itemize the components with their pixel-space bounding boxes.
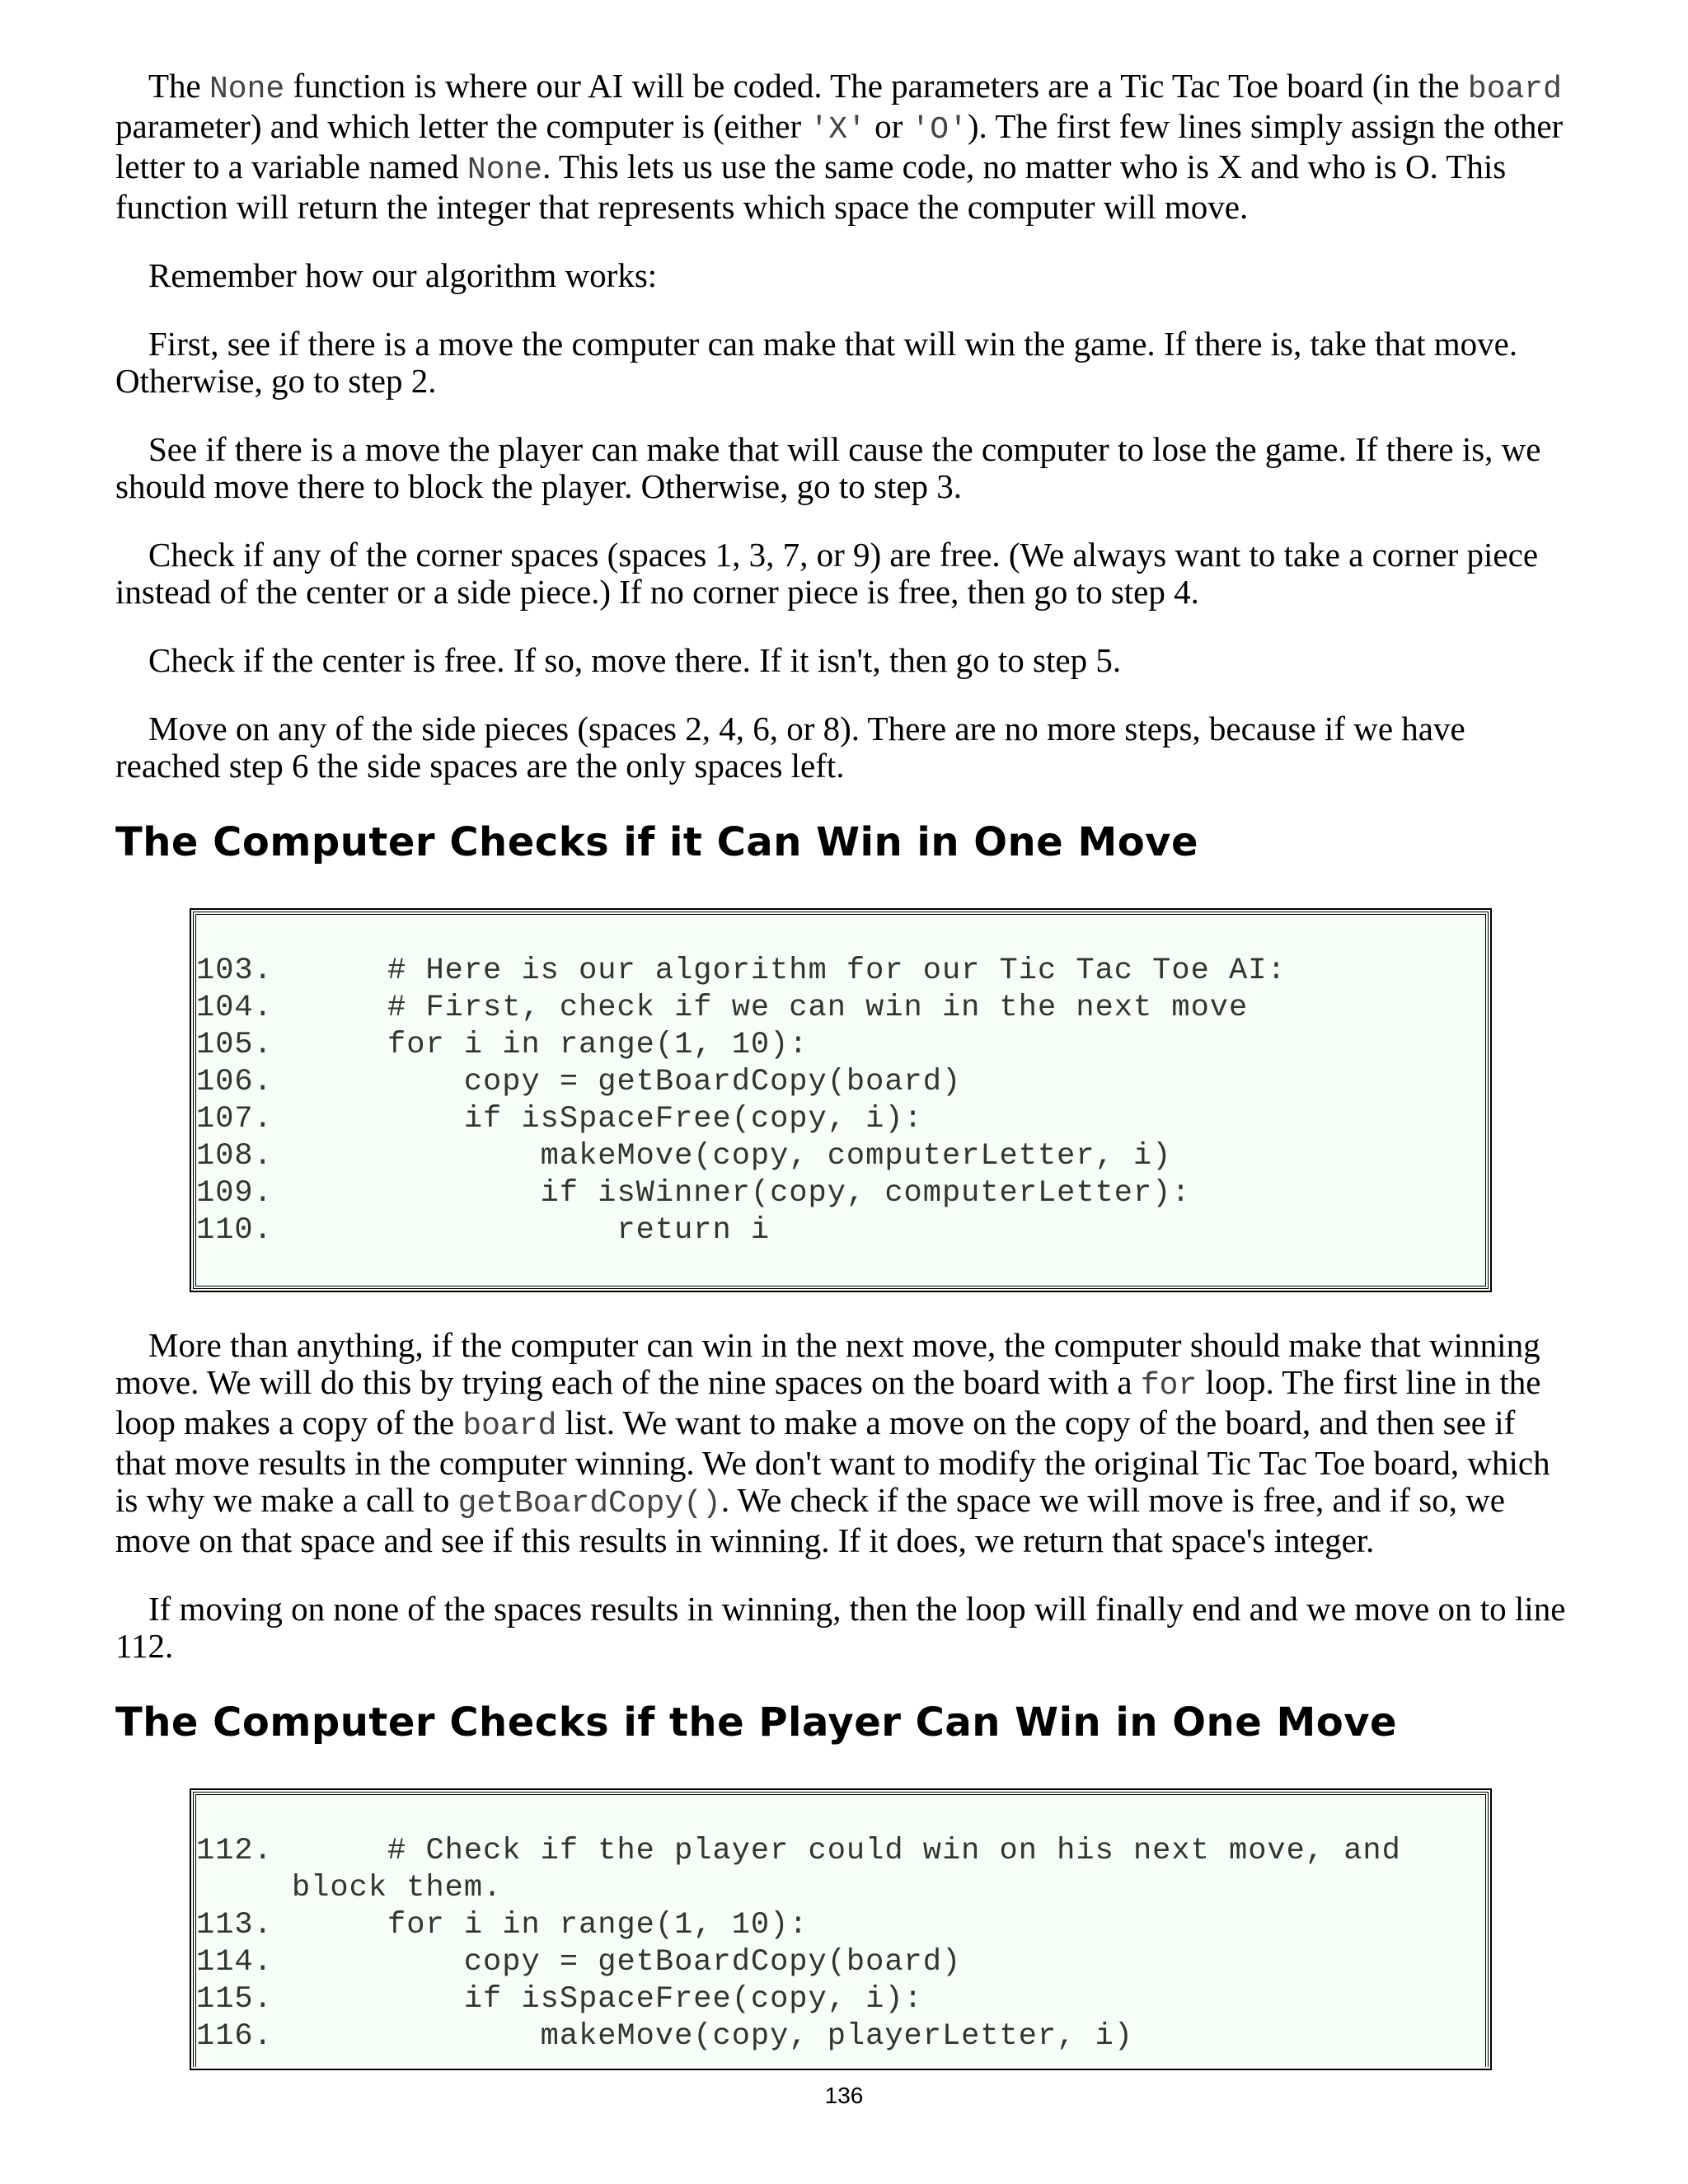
page-content — [115, 68, 1574, 2105]
paragraph-text: ). The first few lines simply assign the other letter to a variable named — [115, 107, 1564, 185]
paragraph — [115, 1591, 1574, 1665]
paragraph-text: The — [148, 67, 209, 105]
code-line: block them. — [196, 1871, 503, 1905]
paragraph — [115, 642, 1574, 679]
intro-paragraphs — [115, 68, 1574, 785]
paragraph-text: . We check if the space we will move is free, and if so, we move on that space and see if this results in winning. If it does, we return that space's integer. — [115, 1481, 1505, 1559]
inline-code: None — [467, 152, 543, 188]
paragraph-text: Check if the center is free. If so, move there. If it isn't, then go to step 5. — [148, 641, 1122, 679]
inline-code: getBoardCopy() — [457, 1486, 721, 1521]
inline-code: board — [462, 1408, 557, 1444]
paragraph-text: . This lets us use the same code, no matter who is X and who is O. This function will return the integer that represents which space the computer will move. — [115, 148, 1507, 226]
explanation-paragraphs — [115, 1327, 1574, 1665]
paragraph-text: loop. The first line in the loop makes a copy of the — [115, 1363, 1541, 1441]
paragraph-text: If moving on none of the spaces results in winning, then the loop will finally end and we move on to line 112. — [115, 1590, 1566, 1665]
inline-code: 'X' — [809, 112, 866, 148]
paragraph-text: function is where our AI will be coded. The parameters are a Tic Tac Toe board (in the — [284, 67, 1468, 105]
paragraph-text: Remember how our algorithm works: — [148, 256, 658, 294]
code-line: 108. makeMove(copy, computerLetter, i) — [196, 1139, 1172, 1174]
paragraph — [115, 710, 1574, 785]
code-line: 107. if isSpaceFree(copy, i): — [196, 1102, 923, 1137]
code-line: 110. return i — [196, 1213, 771, 1248]
paragraph — [115, 68, 1574, 226]
code-line: 113. for i in range(1, 10): — [196, 1908, 809, 1943]
paragraph — [115, 537, 1574, 611]
paragraph-text: See if there is a move the player can make that will cause the computer to lose the game. If there is, we should move there to block the player. Otherwise, go to step 3. — [115, 430, 1541, 505]
inline-code: 'O' — [911, 112, 968, 148]
paragraph-text: Move on any of the side pieces (spaces 2, 4, 6, or 8). There are no more steps, because if we have reached step 6 the side spaces are the only spaces left. — [115, 710, 1465, 785]
code-line: 115. if isSpaceFree(copy, i): — [196, 1982, 923, 2017]
code-block-win-check — [193, 912, 1489, 1289]
inline-code: for — [1140, 1368, 1198, 1404]
paragraph-text: More than anything, if the computer can win in the next move, the computer should make that winning move. We will do this by trying each of the nine spaces on the board with a — [115, 1326, 1540, 1401]
inline-code: None — [209, 72, 285, 107]
code-line: 105. for i in range(1, 10): — [196, 1028, 809, 1062]
code-line: 103. # Here is our algorithm for our Tic Tac Toe AI: — [196, 954, 1287, 988]
paragraph-text: Check if any of the corner spaces (spaces 1, 3, 7, or 9) are free. (We always want to take a corner piece instead of the center or a side piece.) If no corner piece is free, then go to step 4. — [115, 536, 1539, 611]
paragraph — [115, 326, 1574, 400]
paragraph-text: or — [865, 107, 912, 145]
code-line: 112. # Check if the player could win on his next move, and — [196, 1834, 1401, 1868]
paragraph — [115, 431, 1574, 505]
paragraph-text: First, see if there is a move the computer can make that will win the game. If there is, take that move. Otherwise, go to step 2. — [115, 325, 1518, 400]
section-heading-block: The Computer Checks if the Player Can Win in One Move — [115, 1699, 1398, 1746]
code-line: 109. if isWinner(copy, computerLetter): — [196, 1176, 1191, 1211]
code-block-block-check — [193, 1792, 1489, 2067]
paragraph-text: list. We want to make a move on the copy of the board, and then see if that move results in the computer winning. We don't want to modify the original Tic Tac Toe board, which is why we make a call to — [115, 1404, 1550, 1519]
page-number: 136 — [824, 2083, 864, 2108]
inline-code: board — [1467, 72, 1562, 107]
code-line: 114. copy = getBoardCopy(board) — [196, 1945, 962, 1980]
code-line: 106. copy = getBoardCopy(board) — [196, 1065, 962, 1099]
paragraph-text: parameter) and which letter the computer is (either — [115, 107, 810, 145]
code-line: 104. # First, check if we can win in the next move — [196, 991, 1249, 1025]
paragraph — [115, 1327, 1574, 1559]
paragraph — [115, 257, 1574, 294]
code-line: 116. makeMove(copy, playerLetter, i) — [196, 2019, 1133, 2054]
section-heading-win: The Computer Checks if it Can Win in One Move — [115, 819, 1199, 865]
